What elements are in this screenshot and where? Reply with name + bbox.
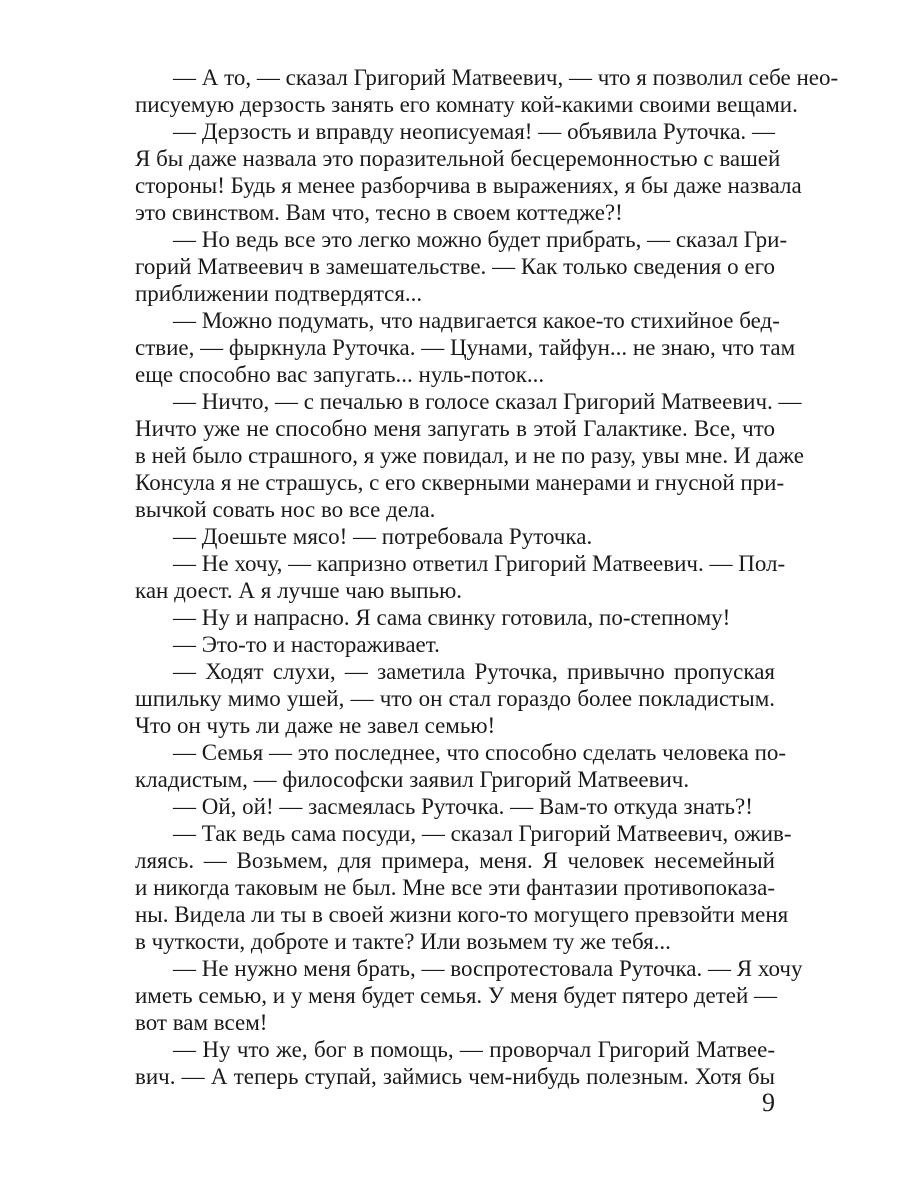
text-line: приближении подтвердятся... bbox=[135, 281, 423, 306]
text-line: — Ну что же, бог в помощь, — проворчал Григорий Матвее- bbox=[173, 1037, 775, 1062]
text-line: ны. Видела ли ты в своей жизни кого-то могущего превзойти меня bbox=[135, 902, 789, 927]
text-line: в ней было страшного, я уже повидал, и не по разу, увы мне. И даже bbox=[135, 443, 804, 468]
text-line: — Ну и напрасно. Я сама свинку готовила, по-степному! bbox=[173, 605, 731, 630]
text-line: — Не нужно меня брать, — воспротестовала Руточка. — Я хочу bbox=[173, 956, 803, 981]
text-line: ствие, — фыркнула Руточка. — Цунами, тайфун... не знаю, что там bbox=[135, 335, 796, 360]
text-line: писуемую дерзость занять его комнату кой-какими своими вещами. bbox=[135, 92, 798, 117]
text-line: и никогда таковым не был. Мне все эти фантазии противопоказа- bbox=[135, 875, 775, 900]
text-line: — Так ведь сама посуди, — сказал Григорий Матвеевич, ожив- bbox=[173, 821, 792, 846]
text-line: — Можно подумать, что надвигается какое-то стихийное бед- bbox=[173, 308, 780, 333]
page-text-body bbox=[135, 64, 839, 1090]
text-line: в чуткости, доброте и такте? Или возьмем ту же тебя... bbox=[135, 929, 671, 954]
text-line: горий Матвеевич в замешательстве. — Как только сведения о его bbox=[135, 254, 775, 279]
text-line: вот вам всем! bbox=[135, 1010, 268, 1035]
text-line: Консула я не страшусь, с его скверными манерами и гнусной при- bbox=[135, 470, 785, 495]
text-line: еще способно вас запугать... нуль-поток... bbox=[135, 362, 545, 387]
text-line: вычкой совать нос во все дела. bbox=[135, 497, 436, 522]
text-line: шпильку мимо ушей, — что он стал гораздо более покладистым. bbox=[135, 686, 775, 711]
text-line: вич. — А теперь ступай, займись чем-нибудь полезным. Хотя бы bbox=[135, 1064, 775, 1089]
text-line: — Доешьте мясо! — потребовала Руточка. bbox=[173, 524, 593, 549]
text-line: Ничто уже не способно меня запугать в этой Галактике. Все, что bbox=[135, 416, 775, 441]
text-line: ляясь. — Возьмем, для примера, меня. Я человек несемейный bbox=[135, 848, 775, 873]
text-line: иметь семью, и у меня будет семья. У меня будет пятеро детей — bbox=[135, 983, 778, 1008]
text-line: — Ничто, — с печалью в голосе сказал Григорий Матвеевич. — bbox=[173, 389, 802, 414]
text-line: кладистым, — философски заявил Григорий Матвеевич. bbox=[135, 767, 690, 792]
text-line: — Это-то и настораживает. bbox=[173, 632, 440, 657]
page-number: 9 bbox=[762, 1088, 775, 1117]
text-line: стороны! Будь я менее разборчива в выражениях, я бы даже назвала bbox=[135, 173, 802, 198]
text-line: — А то, — сказал Григорий Матвеевич, — что я позволил себе неo- bbox=[173, 65, 839, 90]
text-line: — Не хочу, — капризно ответил Григорий Матвеевич. — Пол- bbox=[173, 551, 786, 576]
text-line: — Дерзость и вправду неописуемая! — объявила Руточка. — bbox=[173, 119, 775, 144]
text-line: — Ой, ой! — засмеялась Руточка. — Вам-то откуда знать?! bbox=[173, 794, 753, 819]
text-line: — Ходят слухи, — заметила Руточка, привычно пропуская bbox=[173, 659, 775, 684]
text-line: Что он чуть ли даже не завел семью! bbox=[135, 713, 496, 738]
text-line: это свинством. Вам что, тесно в своем коттедже?! bbox=[135, 200, 623, 225]
text-line: — Но ведь все это легко можно будет прибрать, — сказал Гри- bbox=[173, 227, 788, 252]
text-line: — Семья — это последнее, что способно сделать человека по- bbox=[173, 740, 787, 765]
text-line: Я бы даже назвала это поразительной бесцеремонностью с вашей bbox=[135, 146, 781, 171]
text-line: кан доест. А я лучше чаю выпью. bbox=[135, 578, 463, 603]
